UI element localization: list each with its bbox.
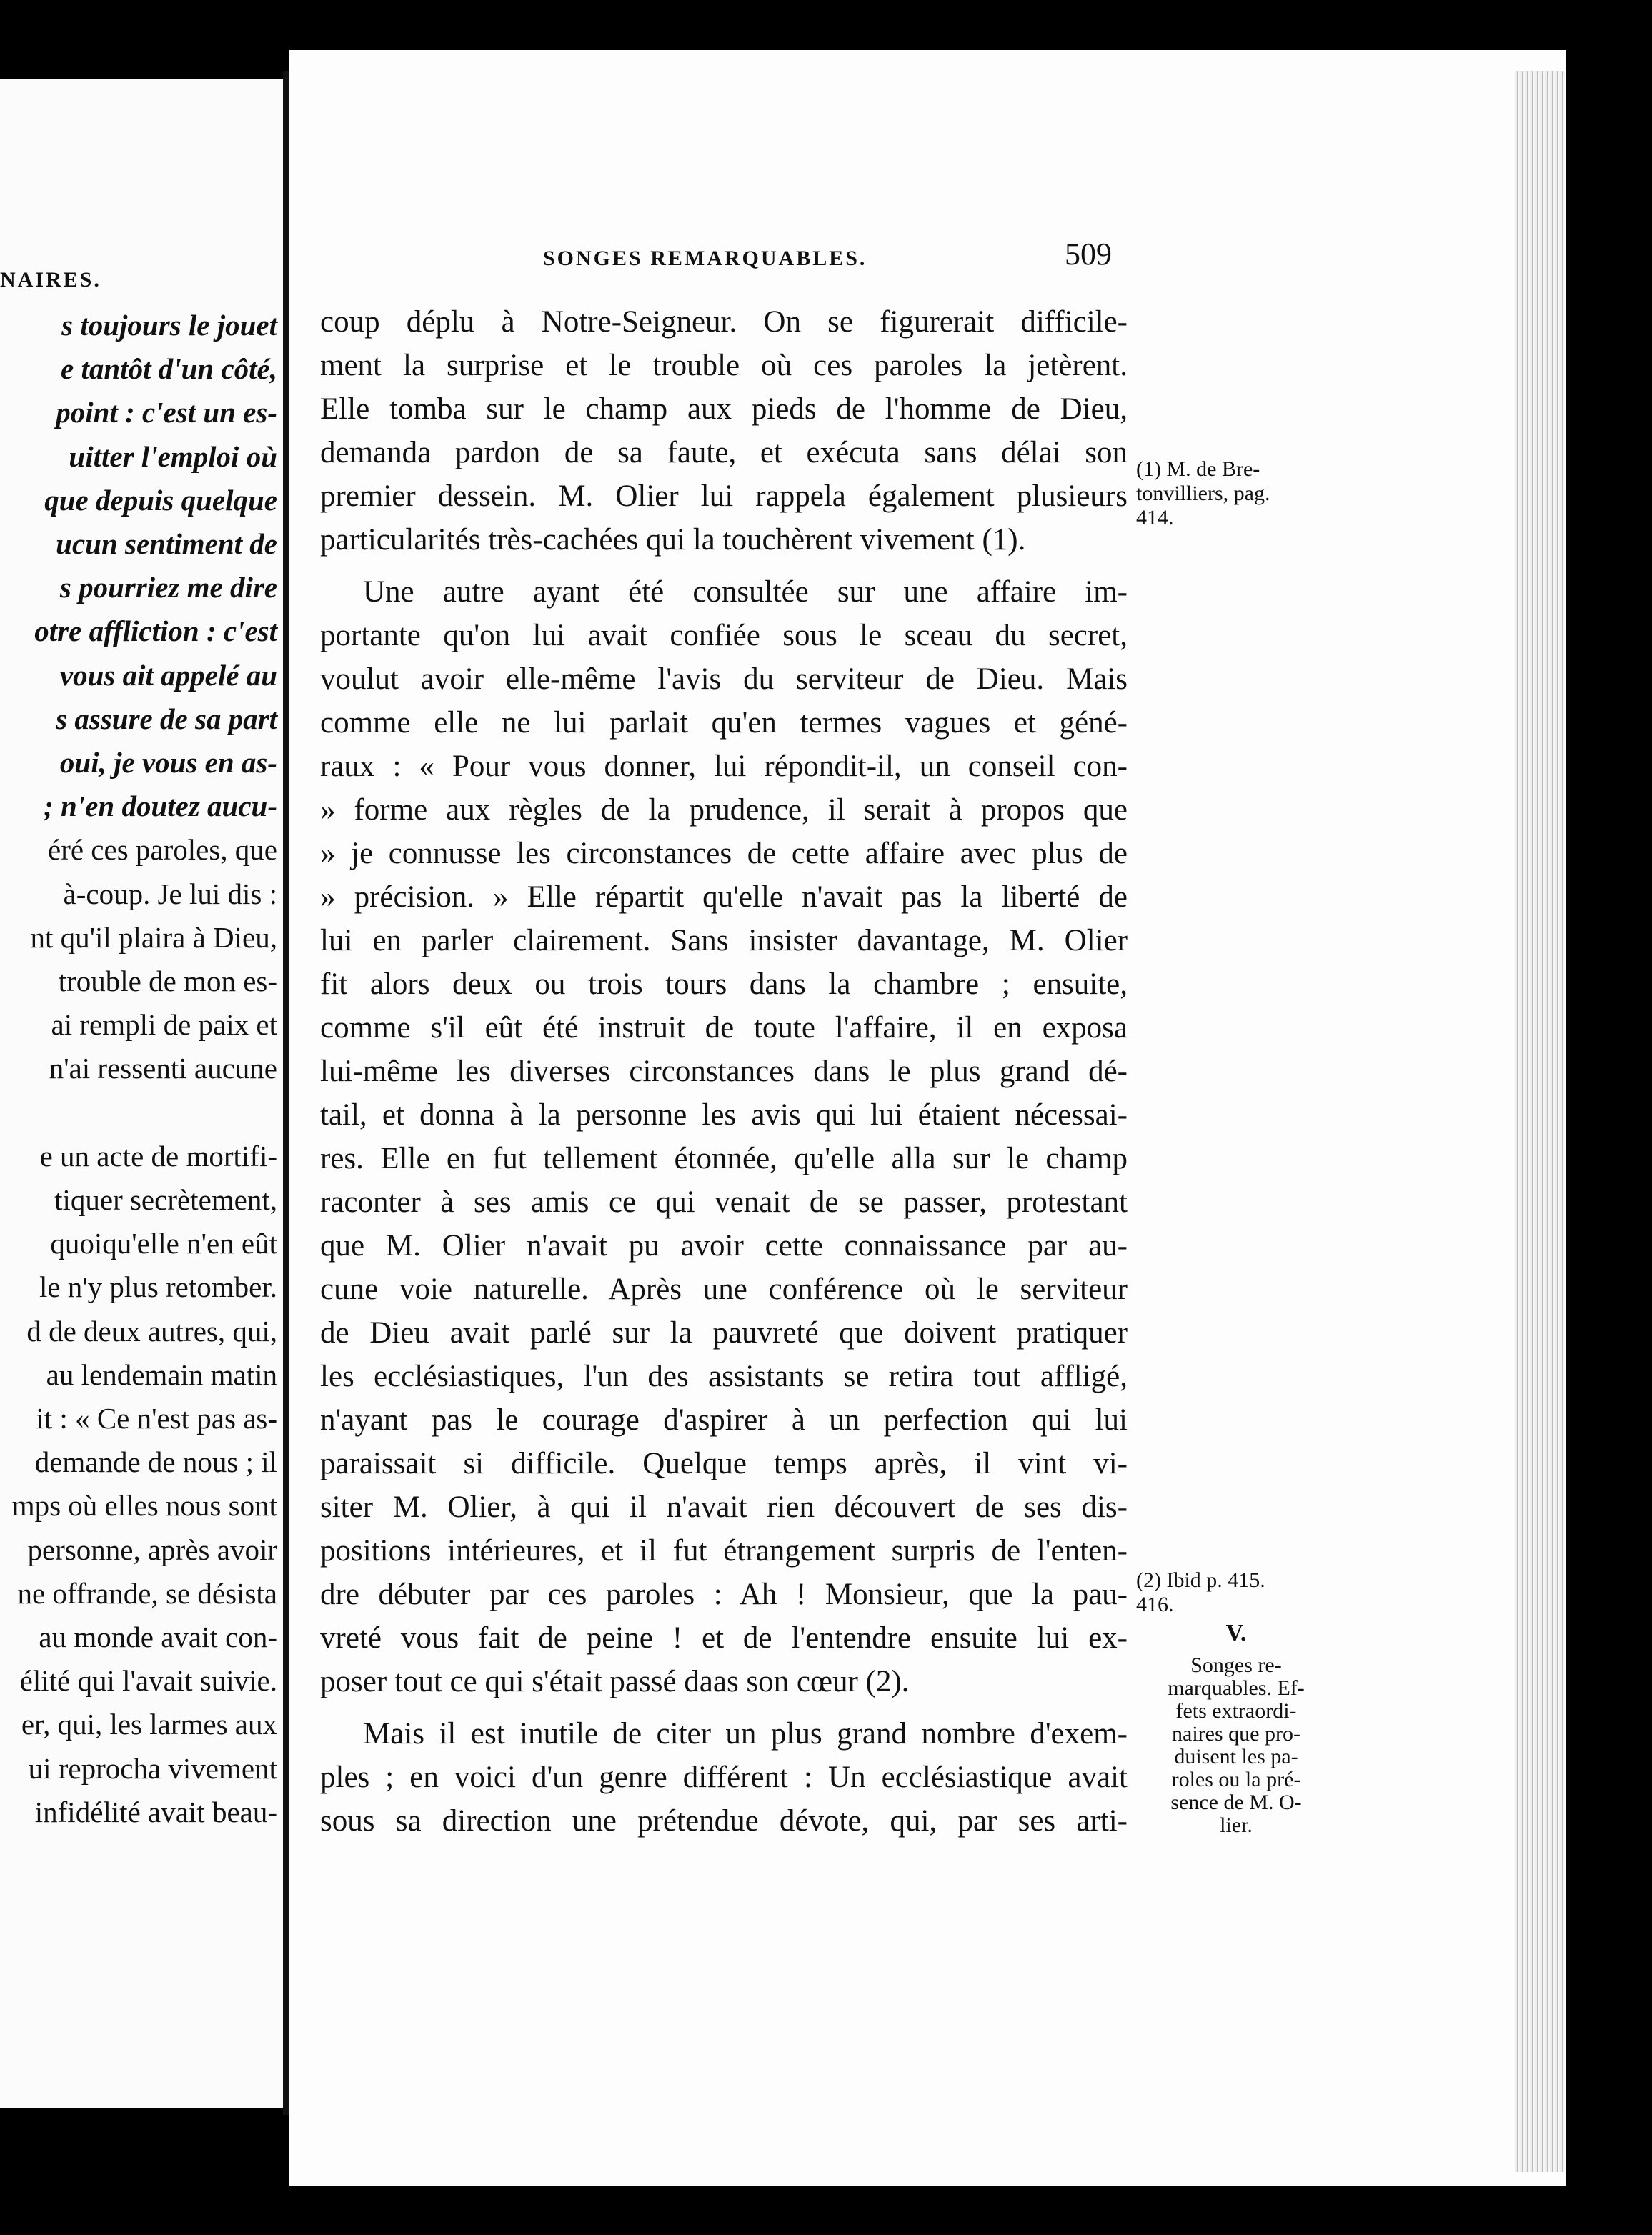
footnote-1-line: tonvilliers, pag. [1136,482,1270,505]
left-page-line: vous ait appelé au [59,658,277,692]
body-line: ples ; en voici d'un genre différent : Un ecclésiastique avait [320,1761,1128,1794]
body-line: » je connusse les circonstances de cette affaire avec plus de [320,837,1128,870]
body-line: les ecclésiastiques, l'un des assistants se retira tout affligé, [320,1360,1128,1393]
body-line: Une autre ayant été consultée sur une affaire im- [363,575,1128,609]
sidenote-line: fets extraordi- [1175,1699,1297,1723]
body-line: lui en parler clairement. Sans insister davantage, M. Olier [320,924,1128,957]
body-line: de Dieu avait parlé sur la pauvreté que doivent pratiquer [320,1316,1128,1350]
body-line: fit alors deux ou trois tours dans la chambre ; ensuite, [320,967,1128,1001]
body-line: particularités très-cachées qui la touchèrent vivement (1). [320,523,1026,557]
left-page-line: mps où elles nous sont [11,1489,277,1523]
body-line: coup déplu à Notre-Seigneur. On se figurerait difficile- [320,305,1128,339]
page-edges [1515,71,1565,2172]
left-page-line: ne offrande, se désista [17,1576,277,1610]
left-page-line: n'ai ressenti aucune [49,1052,277,1085]
body-line: Elle tomba sur le champ aux pieds de l'homme de Dieu, [320,392,1128,426]
running-head: SONGES REMARQUABLES. [543,247,867,270]
left-page-line: élité qui l'avait suivie. [19,1664,277,1698]
body-line: » précision. » Elle répartit qu'elle n'avait pas la liberté de [320,880,1128,914]
body-line: Mais il est inutile de citer un plus grand nombre d'exem- [363,1717,1128,1751]
left-page-line: uitter l'emploi où [69,439,277,473]
body-line: lui-même les diverses circonstances dans le plus grand dé- [320,1055,1128,1088]
left-page-line: personne, après avoir [27,1533,277,1566]
body-line: que M. Olier n'avait pu avoir cette connaissance par au- [320,1229,1128,1263]
left-page-line: s assure de sa part [56,702,277,735]
left-page-line: ai rempli de paix et [51,1008,277,1042]
left-page-line: s pourriez me dire [59,571,277,604]
left-page-line: s toujours le jouet [61,309,277,342]
sidenote-line: sence de M. O- [1170,1791,1302,1814]
left-page-line: que depuis quelque [44,483,277,517]
sidenote-line: marquables. Ef- [1168,1676,1305,1700]
left-page-line: le n'y plus retomber. [39,1270,277,1304]
body-line: poser tout ce qui s'était passé daas son cœur (2). [320,1665,910,1698]
sidenote-line: naires que pro- [1172,1722,1300,1746]
footnote-1-line: 414. [1136,506,1174,529]
section-number: V. [1225,1620,1247,1646]
body-line: positions intérieures, et il fut étrangement surpris de l'enten- [320,1534,1128,1568]
footnote-1 [1136,457,1270,530]
left-page-line: infidélité avait beau- [34,1795,277,1828]
left-running-head: NAIRES. [0,268,101,292]
body-line: portante qu'on lui avait confiée sous le sceau du secret, [320,619,1128,652]
footnote-2-line: (2) Ibid p. 415. [1136,1568,1265,1592]
body-line: tail, et donna à la personne les avis qui lui étaient nécessai- [320,1098,1128,1132]
body-line: siter M. Olier, à qui il n'avait rien découvert de ses dis- [320,1490,1128,1524]
left-page-line: à-coup. Je lui dis : [63,877,277,910]
left-page-line: trouble de mon es- [58,965,277,997]
page-number: 509 [1065,237,1112,272]
left-page-line: it : « Ce n'est pas as- [36,1402,277,1435]
body-line: premier dessein. M. Olier lui rappela également plusieurs [320,479,1128,513]
left-page-line: demande de nous ; il [34,1445,277,1479]
left-page-line: nt qu'il plaira à Dieu, [30,920,277,954]
footnote-2 [1136,1568,1265,1617]
left-page-line: éré ces paroles, que [48,833,277,867]
left-page-line: d de deux autres, qui, [26,1314,277,1348]
sidenote-line: Songes re- [1190,1653,1282,1677]
left-page-line: e un acte de mortifi- [39,1139,277,1173]
left-page-line: point : c'est un es- [56,396,277,429]
sidenote-line: roles ou la pré- [1171,1768,1301,1791]
left-page-line: au monde avait con- [39,1621,277,1653]
left-page-line: quoiqu'elle n'en eût [50,1227,277,1260]
body-line: comme s'il eût été instruit de toute l'affaire, il en exposa [320,1011,1128,1045]
body-line: voulut avoir elle-même l'avis du serviteur de Dieu. Mais [320,662,1128,696]
left-page-line: oui, je vous en as- [59,746,277,779]
footnote-2-line: 416. [1136,1593,1174,1616]
footnote-1-line: (1) M. de Bre- [1136,457,1260,481]
body-line: dre débuter par ces paroles : Ah ! Monsieur, que la pau- [320,1578,1128,1611]
body-line: raux : « Pour vous donner, lui répondit-il, un conseil con- [320,750,1128,783]
body-line: raconter à ses amis ce qui venait de se passer, protestant [320,1185,1128,1219]
body-line: paraissait si difficile. Quelque temps après, il vint vi- [320,1447,1128,1480]
body-line: cune voie naturelle. Après une conférence où le serviteur [320,1273,1128,1306]
body-line: » forme aux règles de la prudence, il serait à propos que [320,793,1128,827]
left-page-line: au lendemain matin [46,1358,277,1391]
body-line: n'ayant pas le courage d'aspirer à un perfection qui lui [320,1403,1128,1437]
body-line: sous sa direction une prétendue dévote, qui, par ses arti- [320,1804,1128,1838]
sidenote-line: duisent les pa- [1174,1745,1298,1768]
sidenote-line: lier. [1220,1813,1253,1837]
body-line: res. Elle en fut tellement étonnée, qu'elle alla sur le champ [320,1142,1128,1175]
left-page-line: ; n'en doutez aucu- [44,790,277,823]
left-page-line: e tantôt d'un côté, [61,352,277,386]
left-page-line: ucun sentiment de [56,527,277,560]
left-page-line: er, qui, les larmes aux [21,1708,277,1741]
left-page-text [0,0,283,2235]
left-page-line: tiquer secrètement, [54,1183,277,1216]
body-line: ment la surprise et le trouble où ces paroles la jetèrent. [320,349,1128,382]
body-line: demanda pardon de sa faute, et exécuta sans délai son [320,436,1128,469]
body-line: comme elle ne lui parlait qu'en termes vagues et géné- [320,706,1128,740]
margin-sidenote [1143,1654,1329,1837]
left-page-line: ui reprocha vivement [28,1751,277,1785]
left-page-line: otre affliction : c'est [34,614,277,648]
body-line: vreté vous fait de peine ! et de l'entendre ensuite lui ex- [320,1621,1128,1655]
